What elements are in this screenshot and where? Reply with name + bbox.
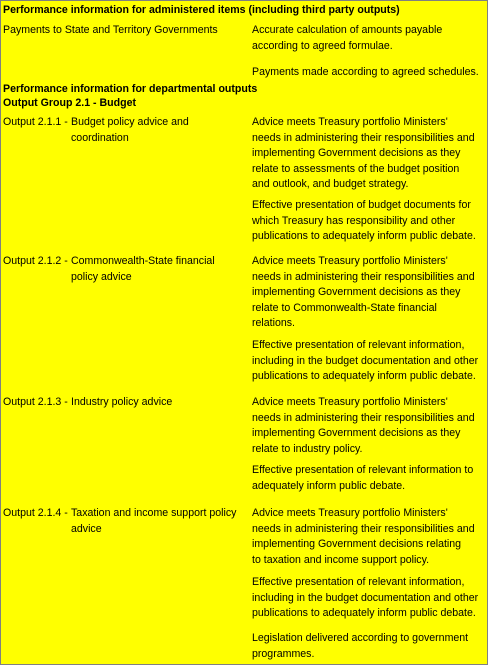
output-2-1-4-indicator-3: Legislation delivered according to government programmes. — [252, 632, 469, 660]
output-2-1-3-indicator-1: Advice meets Treasury portfolio Ministers' needs in administering their responsibilities and implementing Government decisions as they relate to industry policy. — [252, 396, 475, 455]
departmental-outputs-heading: Performance information for departmental outputs — [3, 83, 258, 95]
sheet-border-top — [0, 0, 488, 1]
administered-indicator-2: Payments made according to agreed schedules. — [252, 66, 479, 78]
output-name: Industry policy advice — [71, 396, 173, 408]
administered-indicator-1: Accurate calculation of amounts payable according to agreed formulae. — [252, 24, 443, 52]
output-number: Output 2.1.1 - — [3, 116, 68, 128]
output-2-1-4-indicator-2: Effective presentation of relevant information, including in the budget documentation and other publications to adequately inform public debate. — [252, 576, 479, 619]
output-number: Output 2.1.3 - — [3, 396, 68, 408]
output-2-1-1-indicator-2: Effective presentation of budget documents for which Treasury has responsibility and other publications to adequately inform public debate. — [252, 199, 476, 242]
sheet-border-left — [0, 0, 1, 665]
output-2-1-1-indicator-1: Advice meets Treasury portfolio Ministers' needs in administering their responsibilities and implementing Government decisions as they relate to assessments of the budget position and outlook, and budget strategy. — [252, 116, 475, 190]
output-2-1-3-indicator-2: Effective presentation of relevant information to adequately inform public debate. — [252, 464, 474, 492]
output-number: Output 2.1.4 - — [3, 507, 68, 519]
output-name: Commonwealth-State financial policy advice — [71, 255, 215, 283]
administered-items-heading: Performance information for administered items (including third party outputs) — [3, 4, 400, 16]
output-number: Output 2.1.2 - — [3, 255, 68, 267]
output-2-1-2-indicator-1: Advice meets Treasury portfolio Ministers' needs in administering their responsibilities and implementing Government decisions as they relate to Commonwealth-State financial relations. — [252, 255, 475, 329]
output-group-heading: Output Group 2.1 - Budget — [3, 97, 136, 109]
output-name: Taxation and income support policy advice — [71, 507, 237, 535]
output-name: Budget policy advice and coordination — [71, 116, 189, 144]
output-2-1-4-indicator-1: Advice meets Treasury portfolio Ministers' needs in administering their responsibilities and implementing Government decisions relating to taxation and income support policy. — [252, 507, 475, 566]
output-2-1-2-indicator-2: Effective presentation of relevant information, including in the budget documentation and other publications to adequately inform public debate. — [252, 339, 479, 382]
administered-item-label: Payments to State and Territory Governments — [3, 24, 218, 36]
